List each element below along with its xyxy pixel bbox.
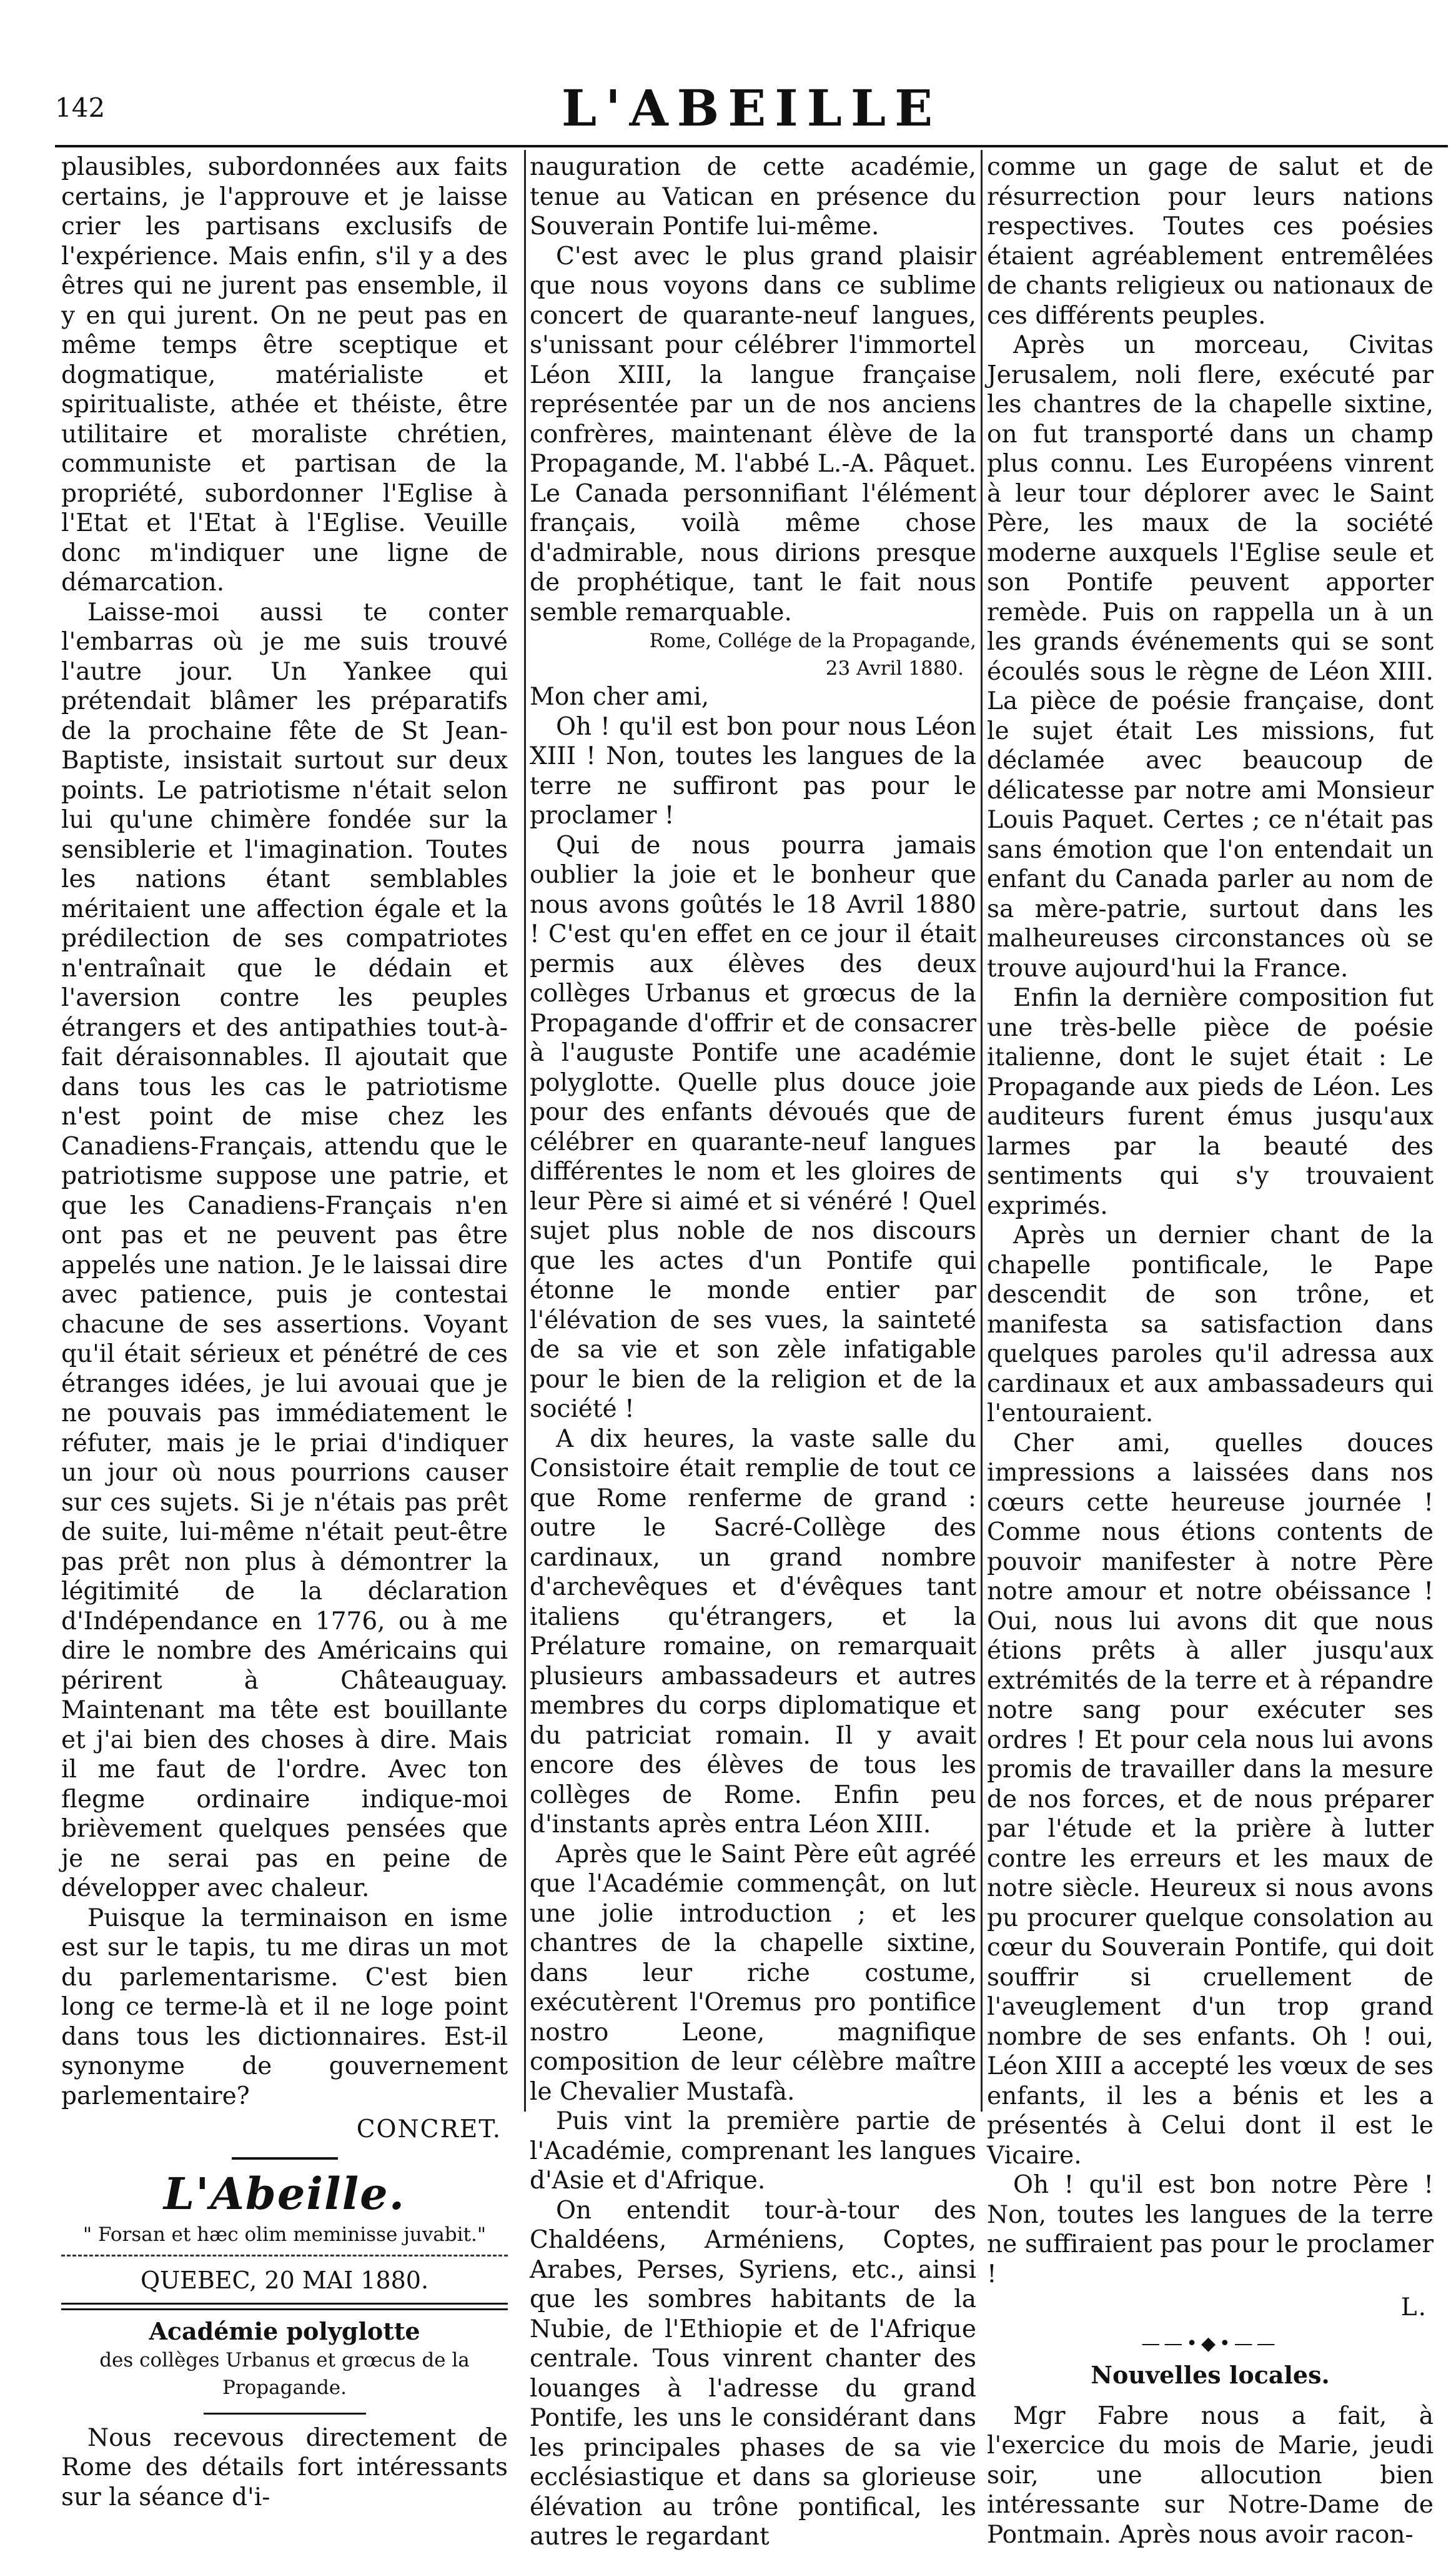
col2-paragraph-8: On entendit tour-à-tour des Chaldéens, Arméniens, Coptes, Arabes, Perses, Syriens, etc., ainsi que les sombres habitants de la Nubie, de l'Ethiopie et de l'Afrique centrale. Tous vinrent chanter des louanges à l'adresse du grand Pontife, les uns le considérant dans les principales phases de sa vie ecclésiastique et dans sa glorieuse élévation au trône pontifical, les autres le regardant — [530, 2196, 976, 2551]
header-rule — [55, 145, 1448, 147]
letter-salutation: Mon cher ami, — [530, 683, 710, 711]
page-header — [55, 74, 1448, 142]
col1-paragraph-3: Puisque la terminaison en isme est sur le tapis, tu me diras un mot du parlementarisme. C'est bien long ce terme-là et il ne loge point dans tous les dictionnaires. Est-il synonyme de gouvernement parlementaire? — [61, 1904, 508, 2110]
masthead-title: L'ABEILLE — [561, 79, 942, 137]
col1-signature: CONCRET. — [356, 2115, 502, 2143]
col3-paragraph-5: Cher ami, quelles douces impressions a laissées dans nos cœurs cette heureuse journée ! Comme nous étions contents de pouvoir manifester à notre Père notre amour et notre obéissance ! Oui, nous lui avons dit que nous étions prêts à aller jusqu'aux extrémités de la terre et à répandre notre sang pour exécuter ses ordres ! Et pour cela nous lui avons promis de travailler dans la mesure de nos forces, et de nous préparer par l'étude et la prière à lutter contre les erreurs et les maux de notre siècle. Heureux si nous avons pu procurer quelque consolation au cœur du Souverain Pontife, qui doit souffrir si cruellement de l'aveuglement d'un trop grand nombre de ses enfants. Oh ! oui, Léon XIII a accepté les vœux de ses enfants, il les a bénis et les a présentés à Celui dont il est le Vicaire. — [987, 1429, 1434, 2170]
col3-paragraph-4: Après un dernier chant de la chapelle pontificale, le Pape descendit de son trône, et manifesta sa satisfaction dans quelques paroles qu'il adressa aux cardinaux et aux ambassadeurs qui l'entouraient. — [987, 1221, 1434, 1427]
col1-paragraph-1: plausibles, subordonnées aux faits certains, je l'approuve et je laisse crier les partisans exclusifs de l'expérience. Mais enfin, s'il y a des êtres qui ne jurent pas ensemble, il y en qui jurent. On ne peut pas en même temps être sceptique et dogmatique, matérialiste et spiritualiste, athée et théiste, être utilitaire et moraliste chrétien, communiste et partisan de la propriété, subordonner l'Eglise à l'Etat et l'Etat à l'Eglise. Veuille donc m'indiquer une ligne de démarcation. — [61, 153, 508, 597]
city-date: QUEBEC, 20 MAI 1880. — [140, 2266, 429, 2294]
col2-paragraph-2: C'est avec le plus grand plaisir que nous voyons dans ce sublime concert de quarante-neuf langues, s'unissant pour célébrer l'immortel Léon XIII, la langue française représentée par un de nos anciens confrères, maintenant élève de la Propagande, M. l'abbé L.-A. Pâquet. Le Canada personnifiant l'élément français, voilà même chose d'admirable, nous dirions presque de prophétique, tant le fait nous semble remarquable. — [530, 242, 976, 627]
col2-paragraph-6: Après que le Saint Père eût agréé que l'Académie commençât, on lut une jolie introduction ; et les chantres de la chapelle sixtine, dans leur riche costume, exécutèrent l'Oremus pro pontifice nostro Leone, magnifique composition de leur célèbre maître le Chevalier Mustafà. — [530, 1840, 976, 2106]
col3-paragraph-6: Oh ! qu'il est bon notre Père ! Non, toutes les langues de la terre ne suffiraient pas pour le proclamer ! — [987, 2171, 1434, 2288]
motto-rule — [61, 2255, 508, 2257]
city-date-rule — [61, 2303, 508, 2310]
letter-date: 23 Avril 1880. — [825, 657, 964, 680]
section-subtitle: des collèges Urbanus et grœcus de la Propagande. — [99, 2348, 470, 2399]
col3-paragraph-3: Enfin la dernière composition fut une très-belle pièce de poésie italienne, dont le sujet était : Le Propagande aux pieds de Léon. Les auditeurs furent émus jusqu'aux larmes par la beauté des sentiments qui s'y trouvaient exprimés. — [987, 984, 1434, 1220]
col2-paragraph-4: Qui de nous pourra jamais oublier la joie et le bonheur que nous avons goûtés le 18 Avril 1880 ! C'est qu'en effet en ce jour il était permis aux élèves des deux collèges Urbanus et grœcus de la Propagande d'offrir et de consacrer à l'auguste Pontife une académie polyglotte. Quelle plus douce joie pour des enfants dévoués que de célébrer en quarante-neuf langues différentes le nom et les gloires de leur Père si aimé et si vénéré ! Quel sujet plus noble de nos discours que les actes d'un Pontife qui étonne le monde entier par l'élévation de ses vues, la sainteté de sa vie et son zèle infatigable pour le bien de la religion et de la société ! — [530, 831, 976, 1423]
paper-title: L'Abeille. — [163, 2167, 406, 2220]
col1-paragraph-2: Laisse-moi aussi te conter l'embarras où je me suis trouvé l'autre jour. Un Yankee qui prétendait blâmer les préparatifs de la prochaine fête de St Jean-Baptiste, insistait surtout sur deux points. Le patriotisme n'était selon lui qu'une chimère fondée sur la sensiblerie et l'imagination. Toutes les nations étant semblables méritaient une affection égale et la prédilection de ses compatriotes n'entraînait que le dédain et l'aversion contre les peuples étrangers et des antipathies tout-à-fait déraisonnables. Il ajoutait que dans tous les cas le patriotisme n'est point de mise chez les Canadiens-Français, attendu que le patriotisme suppose une patrie, et que les Canadiens-Français n'en ont pas et ne peuvent pas être appelés une nation. Je le laissai dire avec patience, puis je contestai chacune de ses assertions. Voyant qu'il était sérieux et pénétré de ces étranges idées, je lui avouai que je ne pouvais pas immédiatement le réfuter, mais je le priai d'indiquer un jour où nous pourrions causer sur ces sujets. Si je n'étais pas prêt de suite, lui-même n'était peut-être pas prêt non plus à démontrer la légitimité de la déclaration d'Indépendance en 1776, ou à me dire le nombre des Américains qui périrent à Châteauguay. Maintenant ma tête est bouillante et j'ai bien des choses à dire. Mais il me faut de l'ordre. Avec ton flegme ordinaire indique-moi brièvement quelques pensées que je ne serai pas en peine de développer avec chaleur. — [61, 598, 508, 1902]
letter-dateline: Rome, Collége de la Propagande, — [649, 630, 976, 652]
paper-motto: " Forsan et hæc olim meminisse juvabit." — [82, 2223, 487, 2246]
col1-section-paragraph: Nous recevous directement de Rome des détails fort intéressants sur la séance d'i- — [61, 2423, 508, 2511]
section-rule — [204, 2413, 366, 2415]
column-3 — [987, 152, 1434, 2549]
column-divider-2 — [981, 150, 983, 2112]
col3-paragraph-1: comme un gage de salut et de résurrection pour leurs nations respectives. Toutes ces poésies étaient agréablement entremêlées de chants religieux ou nationaux de ces différents peuples. — [987, 153, 1434, 330]
section-title: Académie polyglotte — [149, 2316, 420, 2345]
column-divider-1 — [524, 150, 526, 2112]
ornamental-rule: ——•◆•—— — [1141, 2332, 1279, 2355]
col2-paragraph-5: A dix heures, la vaste salle du Consistoire était remplie de tout ce que Rome renferme de grand : outre le Sacré-Collège des cardinaux, un grand nombre d'archevêques et d'évêques tant italiens qu'étrangers, et la Prélature romaine, on remarquait plusieurs ambassadeurs et autres membres du corps diplomatique et du patriciat romain. Il y avait encore des élèves de tous les collèges de Rome. Enfin peu d'instants après entra Léon XIII. — [530, 1424, 976, 1839]
col2-paragraph-7: Puis vint la première partie de l'Académie, comprenant les langues d'Asie et d'Afrique. — [530, 2107, 976, 2195]
col2-paragraph-3: Oh ! qu'il est bon pour nous Léon XIII ! Non, toutes les langues de la terre ne suffiront pas pour le proclamer ! — [530, 712, 976, 830]
col1-short-rule — [232, 2157, 338, 2160]
col3-paragraph-2: Après un morceau, Civitas Jerusalem, noli flere, exécuté par les chantres de la chapelle sixtine, on fut transporté dans un champ plus connu. Les Européens vinrent à leur tour déplorer avec le Saint Père, les maux de la société moderne auxquels l'Eglise seule et son Pontife peuvent apporter remède. Puis on rappella un à un les grands événements qui se sont écoulés sous le règne de Léon XIII. La pièce de poésie française, dont le sujet était Les missions, fut déclamée avec beaucoup de délicatesse par notre ami Monsieur Louis Paquet. Certes ; ce n'était pas sans émotion que l'on entendait un enfant du Canada parler au nom de sa mère-patrie, surtout dans les malheureuses circonstances où se trouve aujourd'hui la France. — [987, 331, 1434, 983]
column-1 — [61, 152, 508, 2511]
local-news-paragraph: Mgr Fabre nous a fait, à l'exercice du mois de Marie, jeudi soir, une allocution bien intéressante sur Notre-Dame de Pontmain. Après nous avoir racon- — [987, 2401, 1434, 2549]
local-news-title: Nouvelles locales. — [1091, 2360, 1330, 2389]
col3-signature: L. — [1400, 2293, 1427, 2321]
col2-paragraph-1: nauguration de cette académie, tenue au Vatican en présence du Souverain Pontife lui-même. — [530, 153, 976, 241]
column-2 — [530, 152, 976, 2551]
page-number: 142 — [55, 92, 106, 123]
